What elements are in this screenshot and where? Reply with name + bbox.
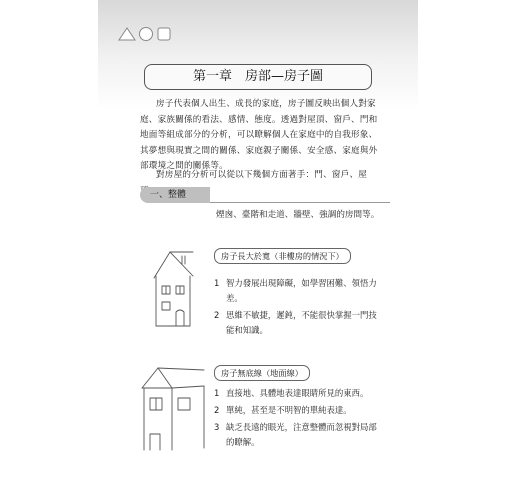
list-item-text: 思維不敏捷，遲鈍，不能很快掌握一門技能和知識。 <box>226 310 377 335</box>
analysis-continued: 煙囪、臺階和走道、牆壁、強調的房間等。 <box>216 210 380 220</box>
list-item-number: 3 <box>214 422 220 432</box>
list-item-text: 缺乏長遠的眼光，注意整體而忽視對局部的瞭解。 <box>226 422 377 447</box>
list-item-number: 1 <box>214 278 220 288</box>
list-item <box>214 403 384 418</box>
list-item <box>214 308 384 338</box>
header-shapes-icon <box>118 25 178 43</box>
list-item-number: 1 <box>214 388 220 398</box>
no-ground-house-sketch <box>138 364 210 454</box>
analysis-intro: 對房屋的分析可以從以下幾個方面著手：門、窗戶、屋 <box>156 170 368 180</box>
tall-house-sketch <box>148 246 208 328</box>
list-item-text: 智力發展出現障礙，如學習困難、領悟力差。 <box>226 278 377 303</box>
list-item <box>214 420 384 450</box>
figure1-points <box>214 276 384 340</box>
list-item-number: 2 <box>214 310 220 320</box>
figure1-caption: 房子長大於寬（非樓房的情況下） <box>214 248 351 264</box>
list-item-text: 單純，甚至是不明智的單純表達。 <box>226 405 352 415</box>
list-item-text: 直接地、具體地表達眼睛所見的東西。 <box>226 388 369 398</box>
figure2-points <box>214 386 384 452</box>
list-item <box>214 386 384 401</box>
section-rule <box>210 202 390 203</box>
figure2-caption: 房子無底線（地面線） <box>214 365 310 381</box>
intro-paragraph: 房子代表個人出生、成長的家庭，房子圖反映出個人對家庭、家族關係的看法、感情、態度。透過對屋頂、窗戶、門和地面等組成部分的分析，可以瞭解個人在家庭中的自我形象、其夢想與現實之間的關係、家庭親子關係、安全感、家庭與外部環境之間的關係等。 <box>140 99 378 172</box>
chapter-title: 第一章 房部—房子圖 <box>144 64 372 90</box>
list-item <box>214 276 384 306</box>
section-heading: 一、整體 <box>140 187 210 203</box>
list-item-number: 2 <box>214 405 220 415</box>
